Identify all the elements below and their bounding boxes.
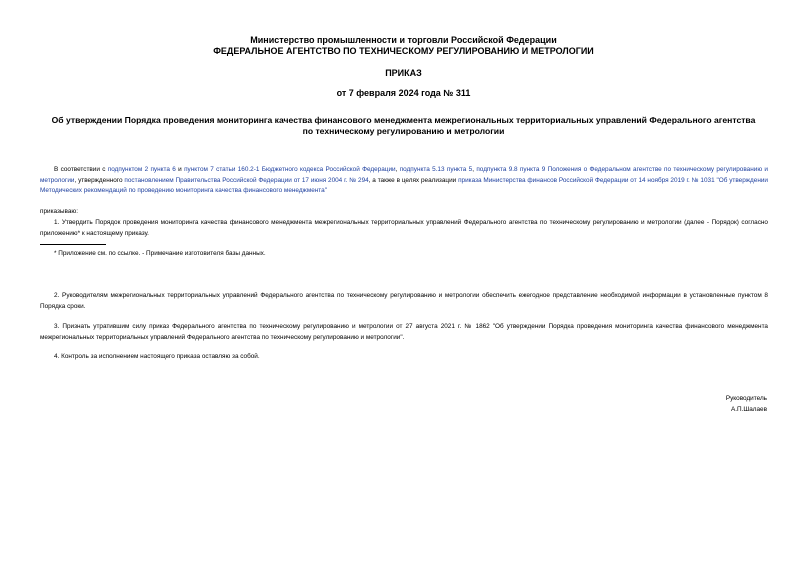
link-regulation-9-8[interactable]: подпункта 9.8 пункта 9 Положения о Федеральном агентстве по техническому регулированию и метрологии (40, 166, 769, 184)
preamble-text: В соответствии с (54, 166, 108, 173)
document-title-line2: по техническому регулированию и метрологии (302, 126, 505, 136)
ministry-name: Министерство промышленности и торговли Российской Федерации (250, 35, 557, 45)
order-item-2: 2. Руководителям межрегиональных территориальных управлений Федерального агентства по техническому регулированию и метрологии обеспечить ежегодное представление необходимой информации в установленные пунктом 8 Порядка сроки. (40, 292, 768, 310)
document-date-number: от 7 февраля 2024 года № 311 (336, 88, 471, 98)
preamble-text: , (472, 166, 477, 173)
signature-name: А.П.Шалаев (730, 406, 767, 413)
preamble-text: , утвержденного (74, 176, 125, 184)
order-item-1: 1. Утвердить Порядок проведения мониторинга качества финансового менеджмента межрегиональных территориальных управлений Федерального агентства по техническому регулированию и метрологии (далее - Порядок) согласно приложению* к настоящему приказу. (40, 219, 768, 237)
preamble-text: , а также в целях реализации (368, 176, 459, 184)
order-word: приказываю: (40, 208, 78, 215)
link-government-decree[interactable]: постановлением Правительства Российской Федерации от 17 июня 2004 г. № 294 (124, 176, 369, 184)
footnote: * Приложение см. по ссылке. - Примечание изготовителя базы данных. (54, 250, 266, 257)
link-budget-code-6[interactable]: подпунктом 2 пункта 6 (107, 166, 176, 173)
order-item-3: 3. Признать утратившим силу приказ Федерального агентства по техническому регулированию и метрологии от 27 августа 2021 г. № 1862 "Об утверждении Порядка проведения мониторинга качества финансового менеджмента межрегиональных территориальных управлений Федерального агентства по техническому регулированию и метрологии". (40, 323, 768, 341)
preamble-paragraph (40, 165, 768, 197)
link-budget-code-7[interactable]: пунктом 7 статьи 160.2-1 Бюджетного кодекса Российской Федерации (184, 166, 396, 173)
link-minfin-order[interactable]: приказа Министерства финансов Российской Федерации от 14 ноября 2019 г. № 1031 "Об утверждении Методических рекомендаций по проведению мониторинга качества финансового менеджмента" (40, 176, 769, 194)
footnote-divider (40, 244, 106, 245)
agency-name: ФЕДЕРАЛЬНОЕ АГЕНТСТВО ПО ТЕХНИЧЕСКОМУ РЕГУЛИРОВАНИЮ И МЕТРОЛОГИИ (213, 46, 594, 56)
document-title-line1: Об утверждении Порядка проведения мониторинга качества финансового менеджмента межрегиональных территориальных управлений Федерального агентства (51, 115, 756, 125)
preamble-text: , (395, 166, 400, 173)
link-regulation-5-13[interactable]: подпункта 5.13 пункта 5 (399, 166, 473, 173)
document-type: ПРИКАЗ (385, 68, 422, 78)
order-item-4: 4. Контроль за исполнением настоящего приказа оставляю за собой. (54, 353, 260, 360)
signature-position: Руководитель (725, 395, 767, 402)
preamble-text: и (175, 166, 185, 173)
